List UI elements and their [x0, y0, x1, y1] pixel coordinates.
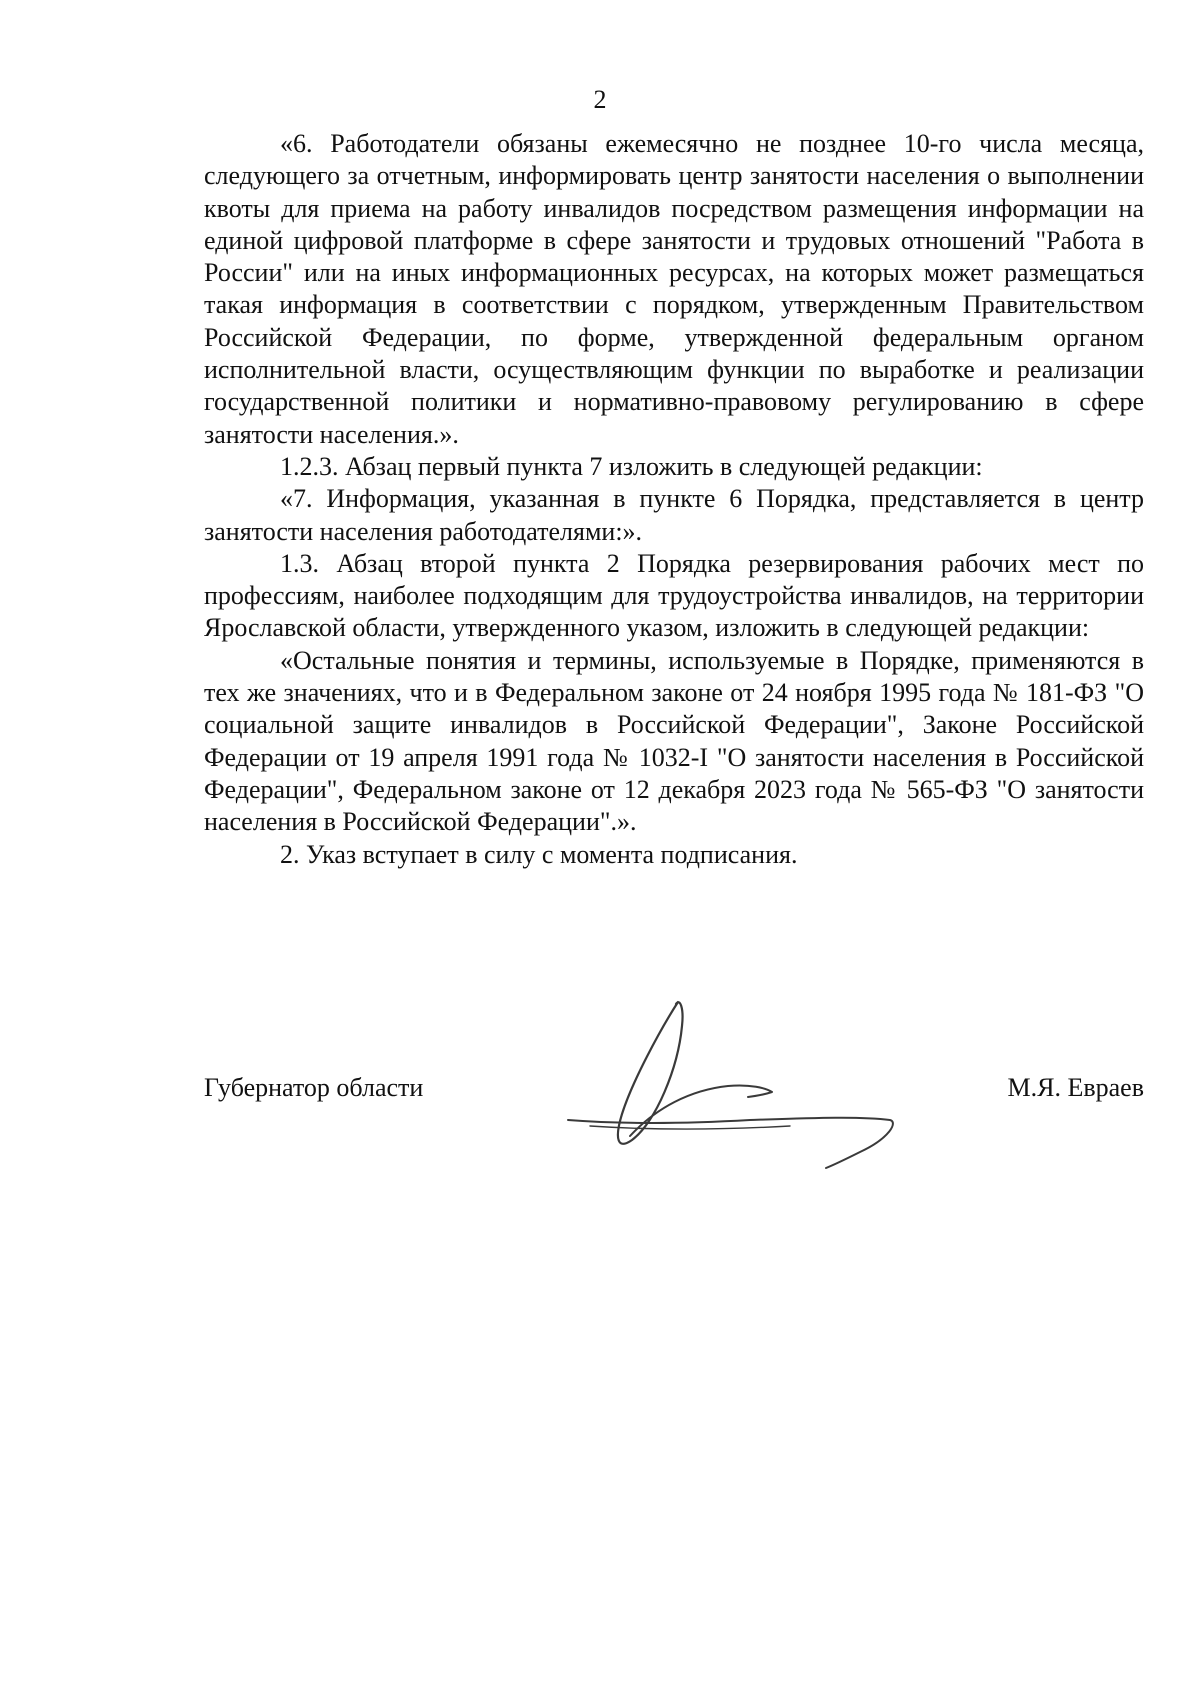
- signatory-position: Губернатор области: [204, 1073, 424, 1102]
- signature-stroke-lower: [590, 1126, 790, 1129]
- signature-block: [204, 1072, 1144, 1112]
- signature-stroke-base: [568, 1118, 893, 1168]
- paragraph-item-1-2-3: 1.2.3. Абзац первый пункта 7 изложить в следующей редакции:: [280, 451, 983, 481]
- page-number: 2: [593, 85, 607, 114]
- paragraph-effective-date: 2. Указ вступает в силу с момента подписания.: [280, 839, 798, 869]
- paragraph-item-1-3: 1.3. Абзац второй пункта 2 Порядка резервирования рабочих мест по профессиям, наиболее подходящим для трудоустройства инвалидов, на территории Ярославской области, утвержденного указом, изложить в следующей редакции:: [204, 548, 1144, 643]
- signatory-name: М.Я. Евраев: [1007, 1073, 1144, 1102]
- document-body: [204, 128, 1144, 871]
- paragraph-quote-item-7: «7. Информация, указанная в пункте 6 Порядка, представляется в центр занятости населения работодателями:».: [204, 484, 1144, 546]
- paragraph-terms-definition: «Остальные понятия и термины, используемые в Порядке, применяются в тех же значениях, что и в Федеральном законе от 24 ноября 1995 года № 181-ФЗ "О социальной защите инвалидов в Российской Федерации", Законе Российской Федерации от 19 апреля 1991 года № 1032-I "О занятости населения в Российской Федерации", Федеральном законе от 12 декабря 2023 года № 565-ФЗ "О занятости населения в Российской Федерации".».: [204, 645, 1144, 837]
- paragraph-quota-reporting: «6. Работодатели обязаны ежемесячно не позднее 10-го числа месяца, следующего за отчетным, информировать центр занятости населения о выполнении квоты для приема на работу инвалидов посредством размещения информации на единой цифровой платформе в сфере занятости и трудовых отношений "Работа в России" или на иных информационных ресурсах, на которых может размещаться такая информация в соответствии с порядком, утвержденным Правительством Российской Федерации, по форме, утвержденной федеральным органом исполнительной власти, осуществляющим функции по выработке и реализации государственной политики и нормативно-правовому регулированию в сфере занятости населения.».: [204, 129, 1144, 449]
